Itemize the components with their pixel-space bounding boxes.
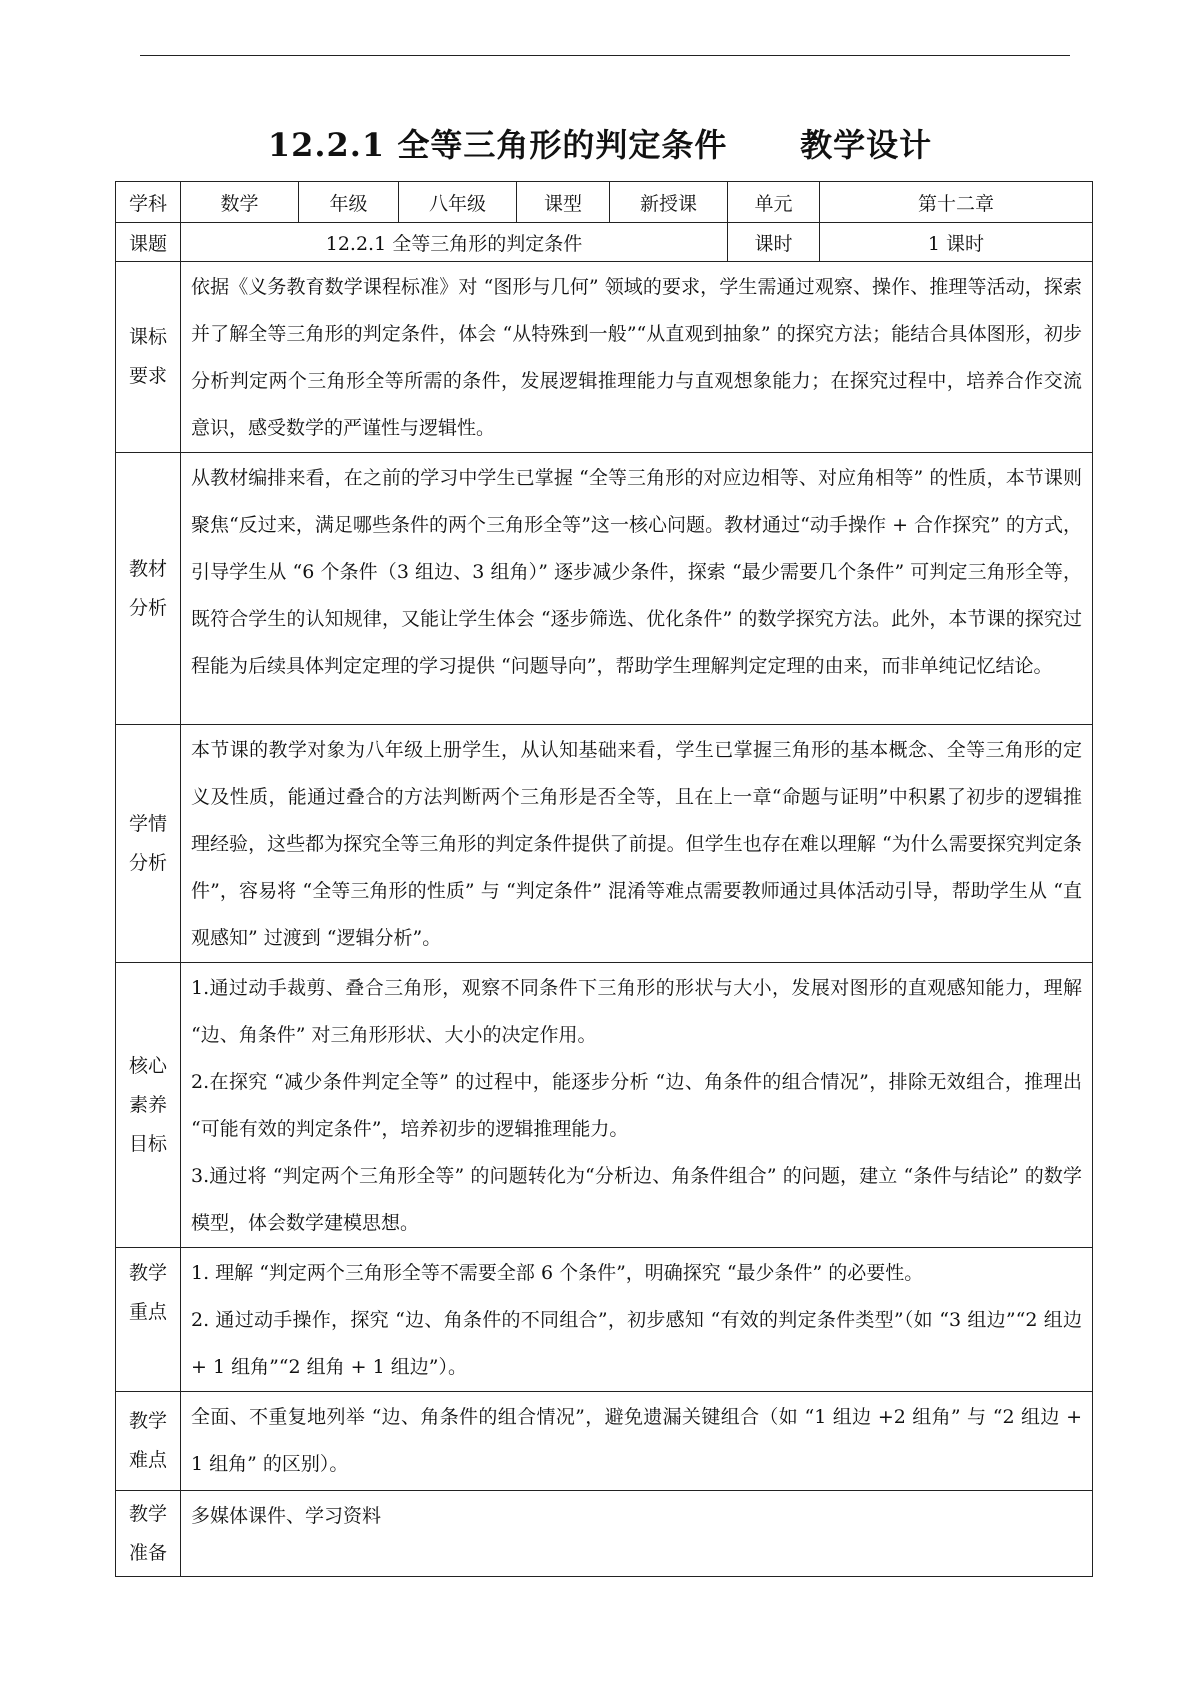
goals-label: 核心 素养 目标 bbox=[116, 963, 181, 1248]
page-title: 12.2.1 全等三角形的判定条件 教学设计 bbox=[267, 126, 933, 164]
grade-value: 八年级 bbox=[399, 182, 517, 223]
unit-value: 第十二章 bbox=[820, 182, 1093, 223]
textbook-label: 教材 分析 bbox=[116, 453, 181, 725]
lesson-type-value: 新授课 bbox=[610, 182, 728, 223]
header-rule bbox=[140, 55, 1070, 56]
topic-label: 课题 bbox=[116, 223, 181, 262]
key-points-row bbox=[116, 1248, 1093, 1392]
subject-label: 学科 bbox=[116, 182, 181, 223]
preparation-row bbox=[116, 1491, 1093, 1577]
curriculum-text: 依据《义务教育数学课程标准》对 “图形与几何” 领域的要求，学生需通过观察、操作、推理等活动，探索并了解全等三角形的判定条件，体会 “从特殊到一般”“从直观到抽象” 的探究方法；能结合具体图形，初步分析判定两个三角形全等所需的条件，发展逻辑推理能力与直观想象能力；在探究过程中，培养合作交流意识，感受数学的严谨性与逻辑性。 bbox=[181, 262, 1093, 453]
key-points-text: 1. 理解 “判定两个三角形全等不需要全部 6 个条件”，明确探究 “最少条件” 的必要性。 2. 通过动手操作，探究 “边、角条件的不同组合”，初步感知 “有效的判定条件类型”（如 “3 组边”“2 组边 + 1 组角”“2 组角 + 1 组边”）。 bbox=[181, 1248, 1093, 1392]
info-row bbox=[116, 182, 1093, 223]
textbook-row bbox=[116, 453, 1093, 725]
grade-label: 年级 bbox=[299, 182, 399, 223]
topic-row bbox=[116, 223, 1093, 262]
goals-row bbox=[116, 963, 1093, 1248]
subject-value: 数学 bbox=[181, 182, 299, 223]
lesson-type-label: 课型 bbox=[517, 182, 610, 223]
students-row bbox=[116, 725, 1093, 963]
curriculum-label: 课标 要求 bbox=[116, 262, 181, 453]
difficulties-text: 全面、不重复地列举 “边、角条件的组合情况”，避免遗漏关键组合（如 “1 组边 +2 组角” 与 “2 组边 + 1 组角” 的区别）。 bbox=[181, 1392, 1093, 1491]
preparation-text: 多媒体课件、学习资料 bbox=[181, 1491, 1093, 1577]
preparation-label: 教学 准备 bbox=[116, 1491, 181, 1577]
curriculum-row bbox=[116, 262, 1093, 453]
unit-label: 单元 bbox=[728, 182, 820, 223]
hours-value: 1 课时 bbox=[820, 223, 1093, 262]
lesson-plan-table bbox=[115, 181, 1093, 1577]
textbook-text: 从教材编排来看，在之前的学习中学生已掌握 “全等三角形的对应边相等、对应角相等” 的性质，本节课则聚焦“反过来，满足哪些条件的两个三角形全等”这一核心问题。教材通过“动手操作 + 合作探究” 的方式，引导学生从 “6 个条件（3 组边、3 组角）” 逐步减少条件，探索 “最少需要几个条件” 可判定三角形全等，既符合学生的认知规律，又能让学生体会 “逐步筛选、优化条件” 的数学探究方法。此外，本节课的探究过程能为后续具体判定定理的学习提供 “问题导向”，帮助学生理解判定定理的由来，而非单纯记忆结论。 bbox=[181, 453, 1093, 725]
topic-value: 12.2.1 全等三角形的判定条件 bbox=[181, 223, 728, 262]
hours-label: 课时 bbox=[728, 223, 820, 262]
students-text: 本节课的教学对象为八年级上册学生，从认知基础来看，学生已掌握三角形的基本概念、全等三角形的定义及性质，能通过叠合的方法判断两个三角形是否全等，且在上一章“命题与证明”中积累了初步的逻辑推理经验，这些都为探究全等三角形的判定条件提供了前提。但学生也存在难以理解 “为什么需要探究判定条件”，容易将 “全等三角形的性质” 与 “判定条件” 混淆等难点需要教师通过具体活动引导，帮助学生从 “直观感知” 过渡到 “逻辑分析”。 bbox=[181, 725, 1093, 963]
difficulties-row bbox=[116, 1392, 1093, 1491]
difficulties-label: 教学 难点 bbox=[116, 1392, 181, 1491]
goals-text: 1.通过动手裁剪、叠合三角形，观察不同条件下三角形的形状与大小，发展对图形的直观感知能力，理解 “边、角条件” 对三角形形状、大小的决定作用。 2.在探究 “减少条件判定全等” 的过程中，能逐步分析 “边、角条件的组合情况”，排除无效组合，推理出 “可能有效的判定条件”，培养初步的逻辑推理能力。 3.通过将 “判定两个三角形全等” 的问题转化为“分析边、角条件组合” 的问题，建立 “条件与结论” 的数学模型，体会数学建模思想。 bbox=[181, 963, 1093, 1248]
students-label: 学情 分析 bbox=[116, 725, 181, 963]
key-points-label: 教学 重点 bbox=[116, 1248, 181, 1392]
